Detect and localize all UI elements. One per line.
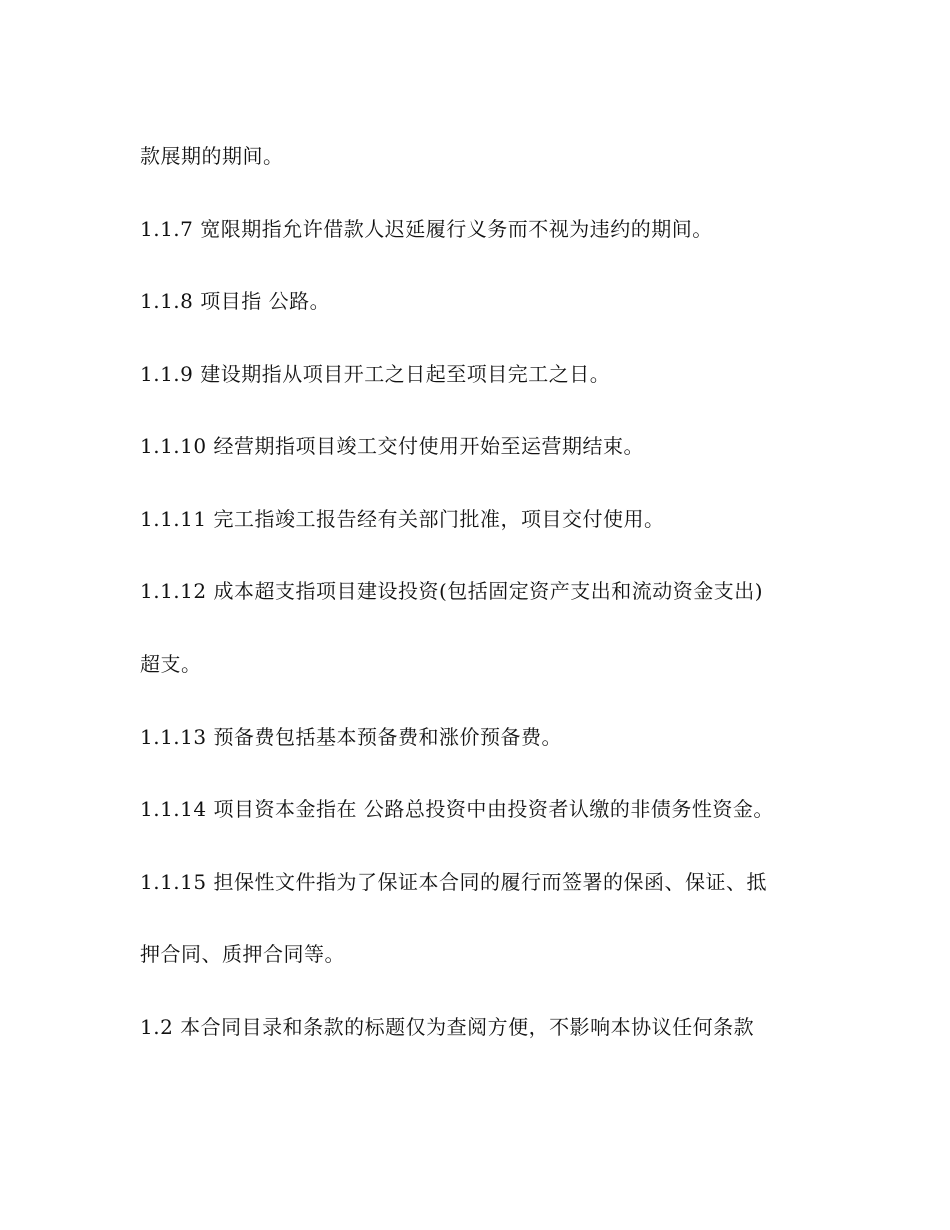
text-line-8: 超支。 — [140, 652, 202, 676]
text-line-3: 1.1.8 项目指 公路。 — [140, 289, 331, 313]
text-line-7: 1.1.12 成本超支指项目建设投资(包括固定资产支出和流动资金支出) — [140, 579, 764, 603]
text-line-6: 1.1.11 完工指竣工报告经有关部门批准，项目交付使用。 — [140, 507, 665, 531]
text-line-12: 押合同、质押合同等。 — [140, 942, 345, 966]
text-line-4: 1.1.9 建设期指从项目开工之日起至项目完工之日。 — [140, 362, 611, 386]
text-line-13: 1.2 本合同目录和条款的标题仅为查阅方便，不影响本协议任何条款 — [140, 1015, 755, 1039]
text-line-9: 1.1.13 预备费包括基本预备费和涨价预备费。 — [140, 725, 562, 749]
text-line-2: 1.1.7 宽限期指允许借款人迟延履行义务而不视为违约的期间。 — [140, 217, 713, 241]
text-line-11: 1.1.15 担保性文件指为了保证本合同的履行而签署的保函、保证、抵 — [140, 870, 767, 894]
text-line-5: 1.1.10 经营期指项目竣工交付使用开始至运营期结束。 — [140, 434, 644, 458]
text-line-10: 1.1.14 项目资本金指在 公路总投资中由投资者认缴的非债务性资金。 — [140, 797, 774, 821]
text-line-1: 款展期的期间。 — [140, 144, 284, 168]
